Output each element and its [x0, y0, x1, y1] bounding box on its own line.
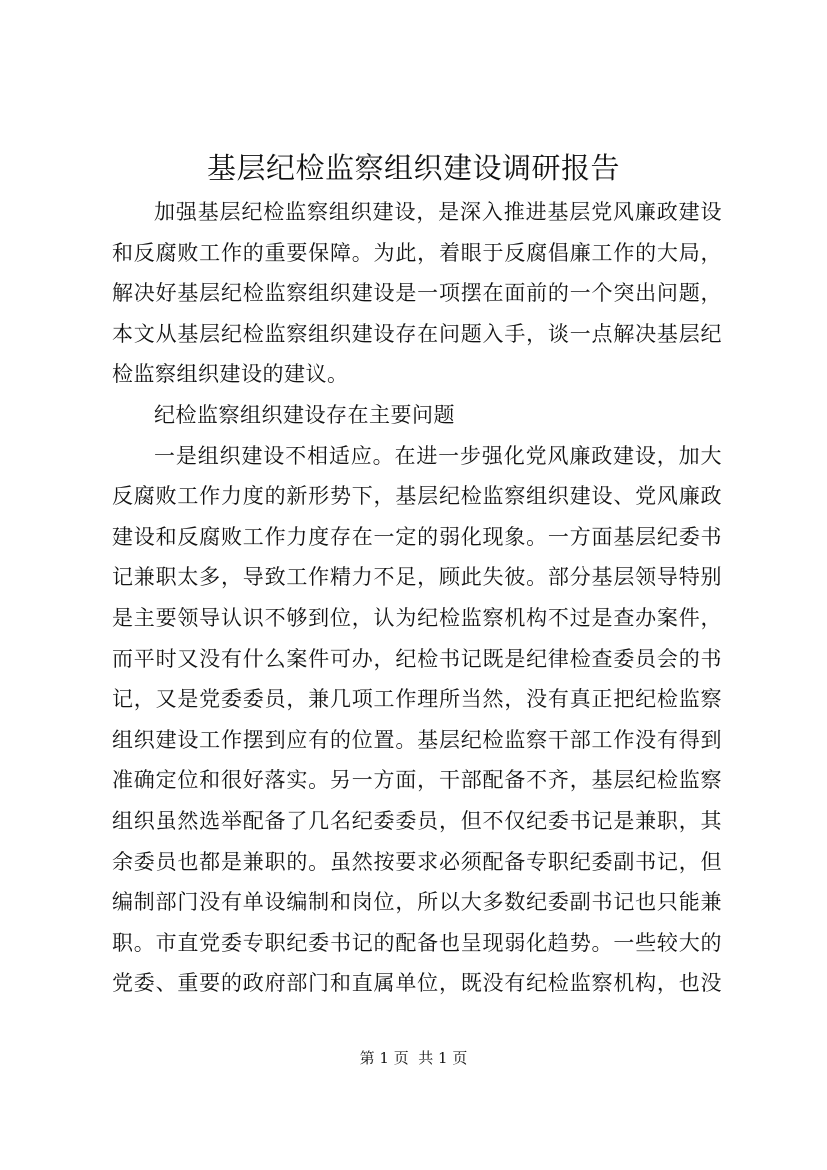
document-body	[112, 192, 722, 1004]
paragraph-line: 余委员也都是兼职的。虽然按要求必须配备专职纪委副书记，但	[112, 849, 722, 874]
paragraph-line: 解决好基层纪检监察组织建设是一项摆在面前的一个突出问题，	[112, 281, 722, 306]
section-heading: 纪检监察组织建设存在主要问题	[154, 402, 455, 427]
paragraph-line: 职。市直党委专职纪委书记的配备也呈现弱化趋势。一些较大的	[112, 930, 722, 955]
page-footer	[0, 1047, 827, 1069]
paragraph-line: 记，又是党委委员，兼几项工作理所当然，没有真正把纪检监察	[112, 687, 722, 712]
paragraph-line: 本文从基层纪检监察组织建设存在问题入手，谈一点解决基层纪	[112, 321, 722, 346]
paragraph-line: 组织建设工作摆到应有的位置。基层纪检监察干部工作没有得到	[112, 727, 722, 752]
document-title: 基层纪检监察组织建设调研报告	[206, 151, 620, 185]
paragraph-line: 而平时又没有什么案件可办，纪检书记既是纪律检查委员会的书	[112, 646, 722, 671]
paragraph-line: 一是组织建设不相适应。在进一步强化党风廉政建设，加大	[154, 443, 722, 468]
paragraph-line: 准确定位和很好落实。另一方面，干部配备不齐，基层纪检监察	[112, 768, 722, 793]
paragraph-line: 检监察组织建设的建议。	[112, 362, 349, 387]
paragraph-line: 建设和反腐败工作力度存在一定的弱化现象。一方面基层纪委书	[112, 524, 722, 549]
paragraph-line: 是主要领导认识不够到位，认为纪检监察机构不过是查办案件，	[112, 605, 722, 630]
paragraph-line: 党委、重要的政府部门和直属单位，既没有纪检监察机构，也没	[112, 971, 722, 996]
paragraph-line: 组织虽然选举配备了几名纪委委员，但不仅纪委书记是兼职，其	[112, 808, 722, 833]
paragraph-line: 记兼职太多，导致工作精力不足，顾此失彼。部分基层领导特别	[112, 565, 722, 590]
page-number-label: 第 1 页 共 1 页	[359, 1049, 468, 1067]
paragraph-line: 编制部门没有单设编制和岗位，所以大多数纪委副书记也只能兼	[112, 890, 722, 915]
paragraph-line: 和反腐败工作的重要保障。为此，着眼于反腐倡廉工作的大局，	[112, 240, 722, 265]
paragraph-line: 反腐败工作力度的新形势下，基层纪检监察组织建设、党风廉政	[112, 484, 722, 509]
paragraph-line: 加强基层纪检监察组织建设，是深入推进基层党风廉政建设	[154, 200, 722, 224]
